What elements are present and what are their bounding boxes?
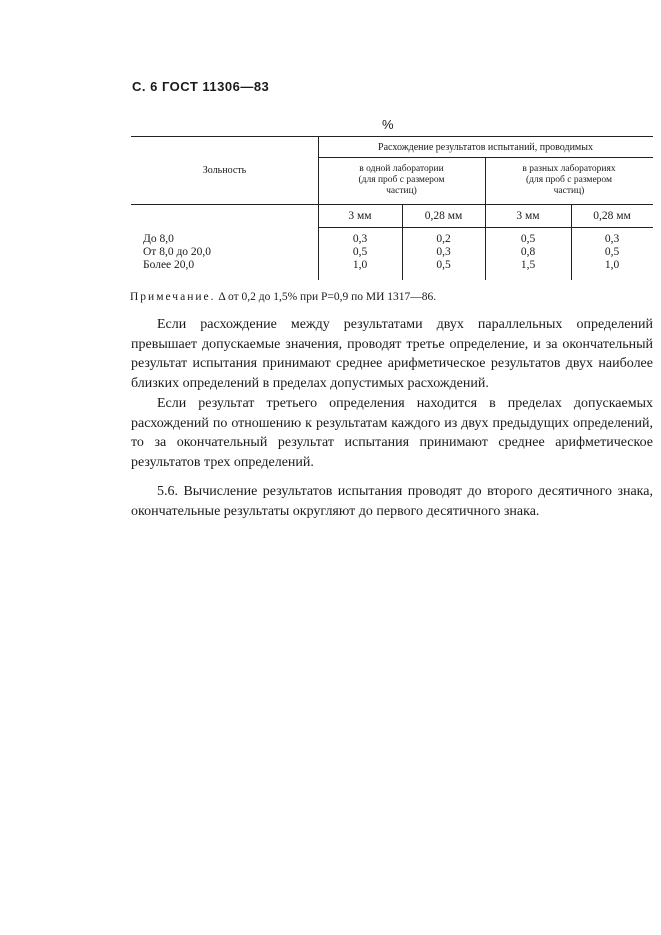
page-header: С. 6 ГОСТ 11306—83 — [132, 79, 270, 94]
group-header: Расхождение результатов испытаний, проводимых — [378, 142, 593, 153]
size-header-3: 3 мм — [516, 210, 540, 222]
row-label: От 8,0 до 20,0 — [143, 246, 212, 258]
paragraph-1: Если расхождение между результатами двух параллельных определений превышает допускаемые значения, проводят третье определение, и за окончательный результат испытания принимают среднее арифметическое результатов двух наиболее близких определений в пределах допустимых расхождений. — [131, 317, 653, 391]
size-header-4: 0,28 мм — [593, 210, 631, 222]
paragraph-3: 5.6. Вычисление результатов испытания проводят до второго десятичного знака, окончательные результаты округляют до первого десятичного знака. — [131, 484, 653, 519]
size-header-2: 0,28 мм — [424, 210, 463, 222]
row-label: До 8,0 — [143, 233, 174, 245]
note-text: Δ от 0,2 до 1,5% при P=0,9 по МИ 1317—86. — [218, 291, 437, 303]
table-unit: % — [382, 117, 394, 132]
subheader-rule — [131, 204, 653, 205]
table-top-rule — [131, 136, 653, 137]
size-header-1: 3 мм — [348, 210, 372, 222]
note-label: Примечание. — [130, 291, 216, 303]
table-note — [130, 291, 610, 304]
row-label: Более 20,0 — [143, 259, 195, 271]
paragraph-2: Если результат третьего определения находится в пределах допускаемых расхождений по отношению к результатам каждого из двух предыдущих определений, то за окончательный результат испытания принимают среднее арифметическое результатов трех определений. — [131, 396, 653, 470]
column-ash-header: Зольность — [202, 165, 247, 176]
